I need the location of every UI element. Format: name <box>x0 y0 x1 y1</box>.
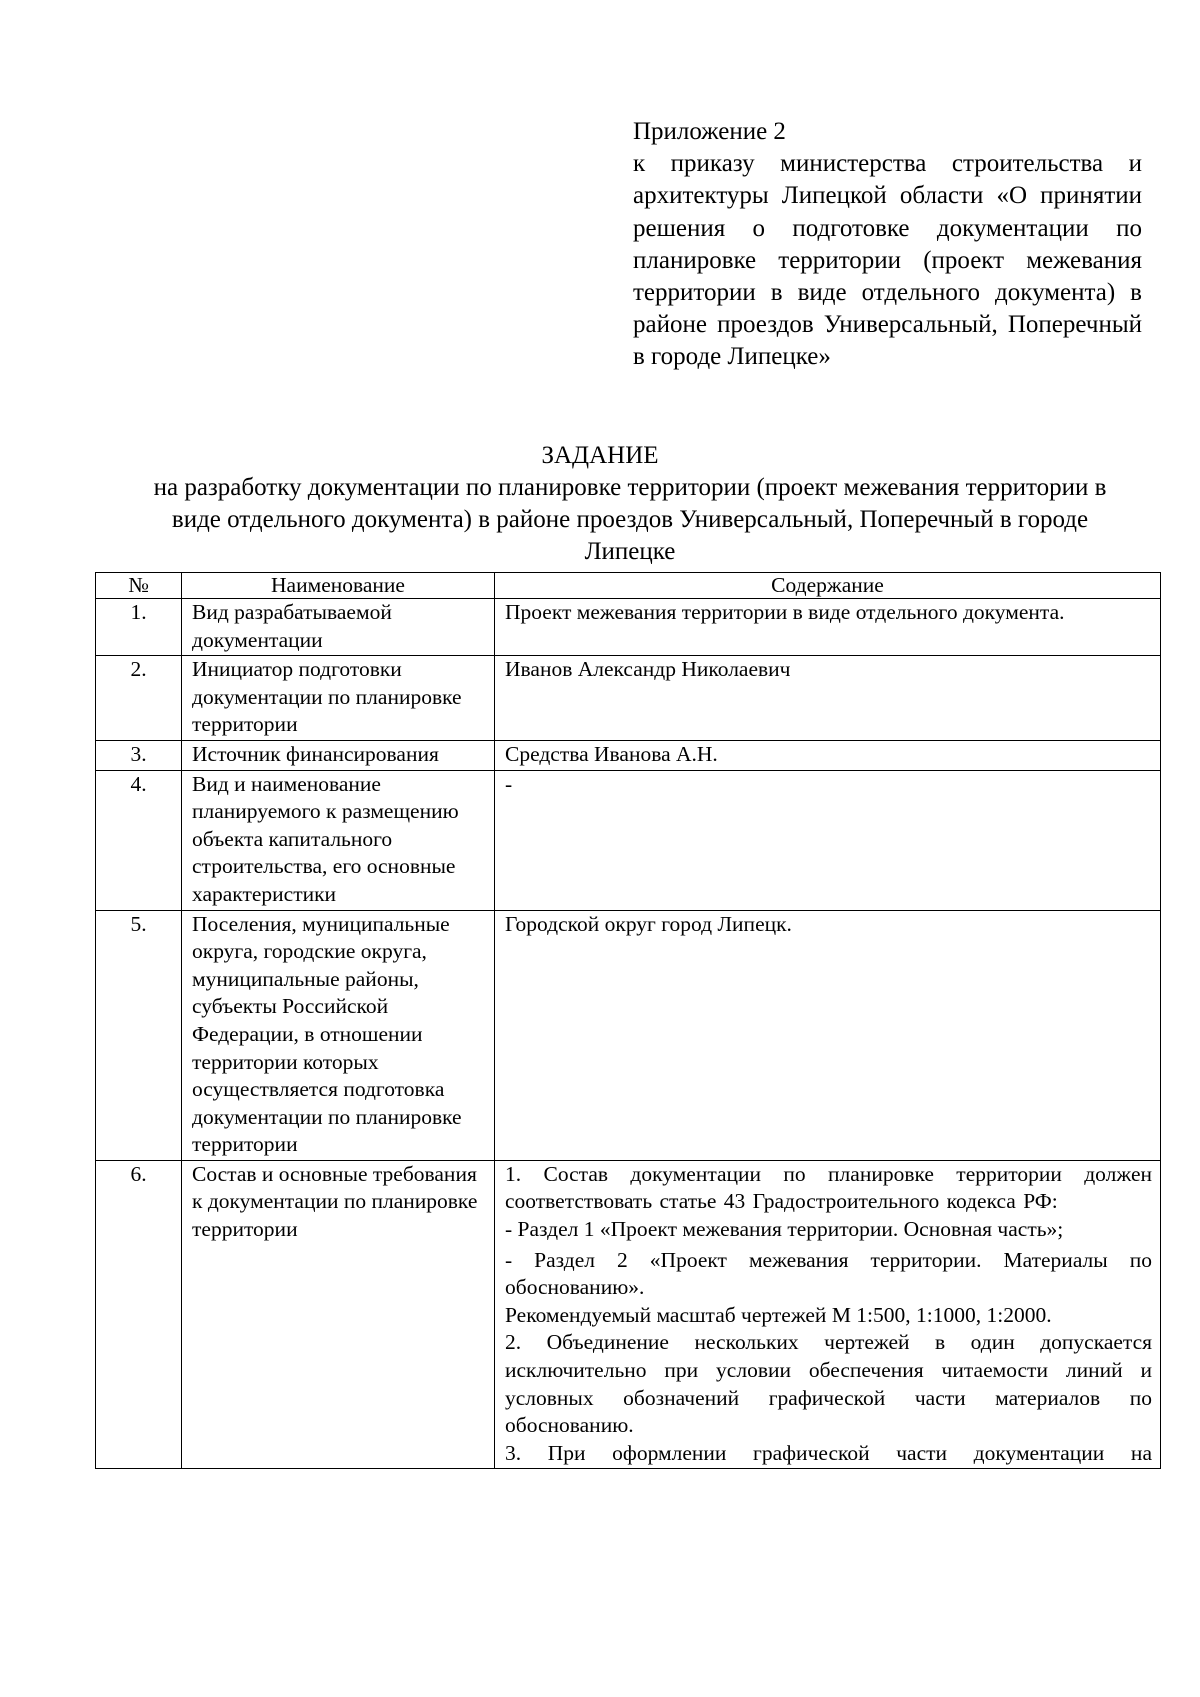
row-content: Проект межевания территории в виде отдельного документа. <box>495 599 1161 656</box>
appendix-title: Приложение 2 <box>633 118 786 145</box>
appendix-text: к приказу министерства строительства и архитектуры Липецкой области «О принятии решения о подготовке документации по планировке территории (проект межевания территории в виде отдельного документа) в районе проездов Универсальный, Поперечный в городе Липецке» <box>633 150 1142 371</box>
content-paragraph: - Раздел 2 «Проект межевания территории. Материалы по обоснованию». <box>505 1247 1152 1300</box>
row-content <box>495 1160 1161 1469</box>
row-name: Состав и основные требования к документации по планировке территории <box>182 1160 495 1469</box>
content-paragraph: Рекомендуемый масштаб чертежей М 1:500, 1:1000, 1:2000. <box>505 1302 1052 1327</box>
table-row <box>96 910 1161 1160</box>
table-row <box>96 656 1161 741</box>
row-num: 1. <box>96 599 182 656</box>
table-row <box>96 599 1161 656</box>
header-name: Наименование <box>182 573 495 599</box>
table-header-row <box>96 573 1161 599</box>
row-num: 2. <box>96 656 182 741</box>
row-name: Инициатор подготовки документации по планировке территории <box>182 656 495 741</box>
row-content: Городской округ город Липецк. <box>495 910 1161 1160</box>
row-num: 5. <box>96 910 182 1160</box>
task-table <box>95 572 1161 1469</box>
table-row <box>96 1160 1161 1469</box>
header-content: Содержание <box>495 573 1161 599</box>
content-paragraph: 1. Состав документации по планировке территории должен соответствовать статье 43 Градостроительного кодекса РФ: <box>505 1161 1152 1214</box>
row-name: Вид разрабатываемой документации <box>182 599 495 656</box>
document-subtitle: на разработку документации по планировке территории (проект межевания территории в виде отдельного документа) в районе проездов Универсальный, Поперечный в городе Липецке <box>153 474 1107 565</box>
document-title: ЗАДАНИЕ <box>541 442 659 469</box>
row-name: Поселения, муниципальные округа, городские округа, муниципальные районы, субъекты Российской Федерации, в отношении территории которых осуществляется подготовка документации по планировке территории <box>182 910 495 1160</box>
row-content: Средства Иванова А.Н. <box>495 740 1161 770</box>
row-num: 6. <box>96 1160 182 1469</box>
appendix-block <box>633 116 1142 374</box>
content-paragraph: 3. При оформлении графической части документации на <box>505 1440 1152 1465</box>
row-num: 4. <box>96 770 182 910</box>
row-content: - <box>495 770 1161 910</box>
table-row <box>96 770 1161 910</box>
content-paragraph: - Раздел 1 «Проект межевания территории. Основная часть»; <box>505 1217 1064 1242</box>
header-num: № <box>96 573 182 599</box>
row-num: 3. <box>96 740 182 770</box>
table-row <box>96 740 1161 770</box>
row-name: Источник финансирования <box>182 740 495 770</box>
content-paragraph: 2. Объединение нескольких чертежей в один допускается исключительно при условии обеспечения читаемости линий и условных обозначений графической части материалов по обоснованию. <box>505 1330 1152 1438</box>
row-name: Вид и наименование планируемого к размещению объекта капитального строительства, его основные характеристики <box>182 770 495 910</box>
row-content: Иванов Александр Николаевич <box>495 656 1161 741</box>
